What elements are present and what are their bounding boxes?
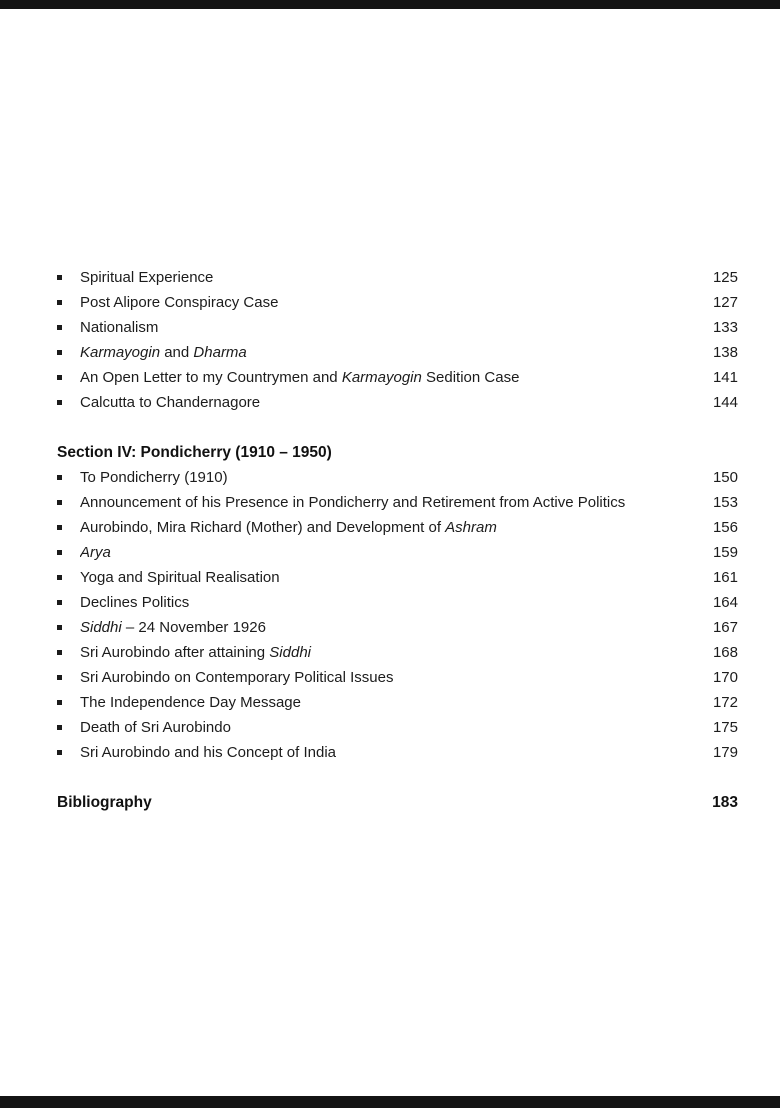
toc-entry-label: Sri Aurobindo and his Concept of India [80, 744, 337, 761]
bibliography-label: Bibliography [57, 793, 152, 811]
toc-entry-page: 141 [712, 369, 738, 386]
toc-entry-label: Siddhi – 24 November 1926 [80, 619, 266, 636]
toc-entry [57, 540, 738, 565]
toc-entry-page: 164 [712, 594, 738, 611]
toc-entry-page: 138 [712, 344, 738, 361]
toc-entry-label: Arya [80, 544, 111, 561]
bullet-icon [57, 725, 62, 730]
toc-entry [57, 690, 738, 715]
toc-entry [57, 290, 738, 315]
bullet-icon [57, 325, 62, 330]
toc-entry-label: The Independence Day Message [80, 694, 301, 711]
toc-entry-label: Spiritual Experience [80, 269, 214, 286]
toc-entry-label: Yoga and Spiritual Realisation [80, 569, 280, 586]
bullet-icon [57, 675, 62, 680]
toc-entry [57, 490, 738, 515]
toc-entry-page: 175 [712, 719, 738, 736]
table-of-contents [57, 265, 738, 815]
bullet-icon [57, 400, 62, 405]
toc-entry-label: Sri Aurobindo on Contemporary Political Issues [80, 669, 394, 686]
toc-group [57, 265, 738, 415]
bullet-icon [57, 275, 62, 280]
bullet-icon [57, 625, 62, 630]
toc-entry-page: 168 [712, 644, 738, 661]
bullet-icon [57, 350, 62, 355]
bibliography-page: 183 [712, 793, 738, 811]
toc-entry [57, 590, 738, 615]
toc-entry [57, 390, 738, 415]
toc-entry-label: Declines Politics [80, 594, 190, 611]
page-bottom-edge [0, 1096, 780, 1108]
bullet-icon [57, 500, 62, 505]
toc-entry-label: An Open Letter to my Countrymen and Karmayogin Sedition Case [80, 369, 520, 386]
bullet-icon [57, 475, 62, 480]
toc-entry-page: 127 [712, 294, 738, 311]
section-heading: Section IV: Pondicherry (1910 – 1950) [57, 444, 332, 461]
toc-entry [57, 665, 738, 690]
bullet-icon [57, 750, 62, 755]
toc-entry-page: 153 [712, 494, 738, 511]
toc-entry-label: Karmayogin and Dharma [80, 344, 247, 361]
bullet-icon [57, 525, 62, 530]
bullet-icon [57, 600, 62, 605]
toc-entry-page: 170 [712, 669, 738, 686]
toc-entry-page: 161 [712, 569, 738, 586]
toc-entry [57, 340, 738, 365]
toc-entry [57, 640, 738, 665]
page-top-edge [0, 0, 780, 9]
toc-entry-page: 144 [712, 394, 738, 411]
bullet-icon [57, 300, 62, 305]
toc-entry [57, 715, 738, 740]
toc-entry-page: 133 [712, 319, 738, 336]
toc-entry-label: Death of Sri Aurobindo [80, 719, 231, 736]
toc-entry-page: 179 [712, 744, 738, 761]
toc-entry-label: To Pondicherry (1910) [80, 469, 228, 486]
toc-entry-page: 150 [712, 469, 738, 486]
toc-entry [57, 565, 738, 590]
toc-entry-page: 159 [712, 544, 738, 561]
toc-entry-page: 172 [712, 694, 738, 711]
toc-entry-label: Calcutta to Chandernagore [80, 394, 261, 411]
toc-groups [57, 265, 738, 765]
bullet-icon [57, 575, 62, 580]
toc-entry [57, 365, 738, 390]
toc-entry [57, 315, 738, 340]
toc-entry-label: Sri Aurobindo after attaining Siddhi [80, 644, 311, 661]
toc-entry-page: 167 [712, 619, 738, 636]
bullet-icon [57, 700, 62, 705]
toc-entry [57, 740, 738, 765]
toc-entry-label: Announcement of his Presence in Pondicherry and Retirement from Active Politics [80, 494, 626, 511]
toc-entry [57, 515, 738, 540]
toc-entry-label: Post Alipore Conspiracy Case [80, 294, 279, 311]
bullet-icon [57, 550, 62, 555]
toc-entry-page: 125 [712, 269, 738, 286]
toc-entry-page: 156 [712, 519, 738, 536]
toc-group [57, 440, 738, 765]
toc-entry-label: Aurobindo, Mira Richard (Mother) and Development of Ashram [80, 519, 497, 536]
bullet-icon [57, 650, 62, 655]
bullet-icon [57, 375, 62, 380]
toc-entry-label: Nationalism [80, 319, 159, 336]
toc-entry [57, 465, 738, 490]
bibliography-entry [57, 790, 738, 815]
toc-entry [57, 265, 738, 290]
toc-entry [57, 615, 738, 640]
